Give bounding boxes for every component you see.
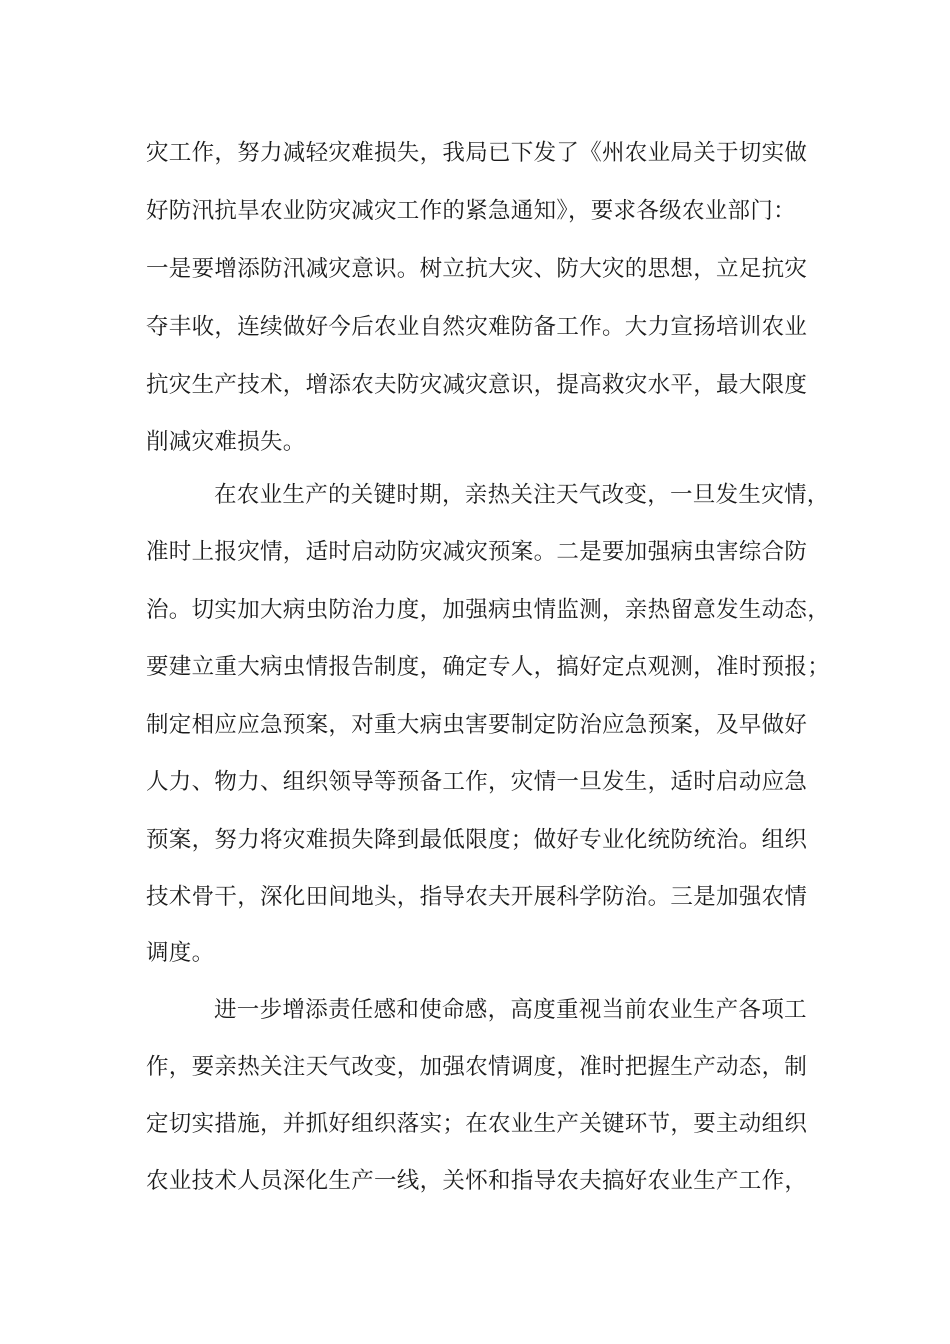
text-line: 抗灾生产技术，增添农夫防灾减灾意识，提高救灾水平，最大限度 — [146, 372, 808, 398]
text-line: 削减灾难损失。 — [146, 429, 306, 455]
text-line: 灾工作，努力减轻灾难损失，我局已下发了《州农业局关于切实做 — [146, 140, 808, 166]
text-line: 要建立重大病虫情报告制度，确定专人，搞好定点观测，准时预报； — [146, 654, 831, 680]
text-line: 预案，努力将灾难损失降到最低限度；做好专业化统防统治。组织 — [146, 827, 808, 853]
paragraph-first-line: 在农业生产的关键时期，亲热关注天气改变，一旦发生灾情， — [214, 482, 830, 508]
text-line: 一是要增添防汛减灾意识。树立抗大灾、防大灾的思想，立足抗灾 — [146, 256, 808, 282]
text-line: 夺丰收，连续做好今后农业自然灾难防备工作。大力宣扬培训农业 — [146, 314, 808, 340]
text-line: 治。切实加大病虫防治力度，加强病虫情监测，亲热留意发生动态， — [146, 597, 831, 623]
text-line: 作，要亲热关注天气改变，加强农情调度，准时把握生产动态，制 — [146, 1054, 808, 1080]
text-line: 调度。 — [146, 940, 215, 966]
text-line: 定切实措施，并抓好组织落实；在农业生产关键环节，要主动组织 — [146, 1111, 808, 1137]
text-line: 制定相应应急预案，对重大病虫害要制定防治应急预案，及早做好 — [146, 712, 808, 738]
text-line: 人力、物力、组织领导等预备工作，灾情一旦发生，适时启动应急 — [146, 769, 808, 795]
text-line: 好防汛抗旱农业防灾减灾工作的紧急通知》，要求各级农业部门： — [146, 198, 796, 224]
paragraph-first-line: 进一步增添责任感和使命感，高度重视当前农业生产各项工 — [214, 997, 807, 1023]
text-line: 农业技术人员深化生产一线，关怀和指导农夫搞好农业生产工作， — [146, 1168, 808, 1194]
text-line: 技术骨干，深化田间地头，指导农夫开展科学防治。三是加强农情 — [146, 884, 808, 910]
text-line: 准时上报灾情，适时启动防灾减灾预案。二是要加强病虫害综合防 — [146, 539, 808, 565]
